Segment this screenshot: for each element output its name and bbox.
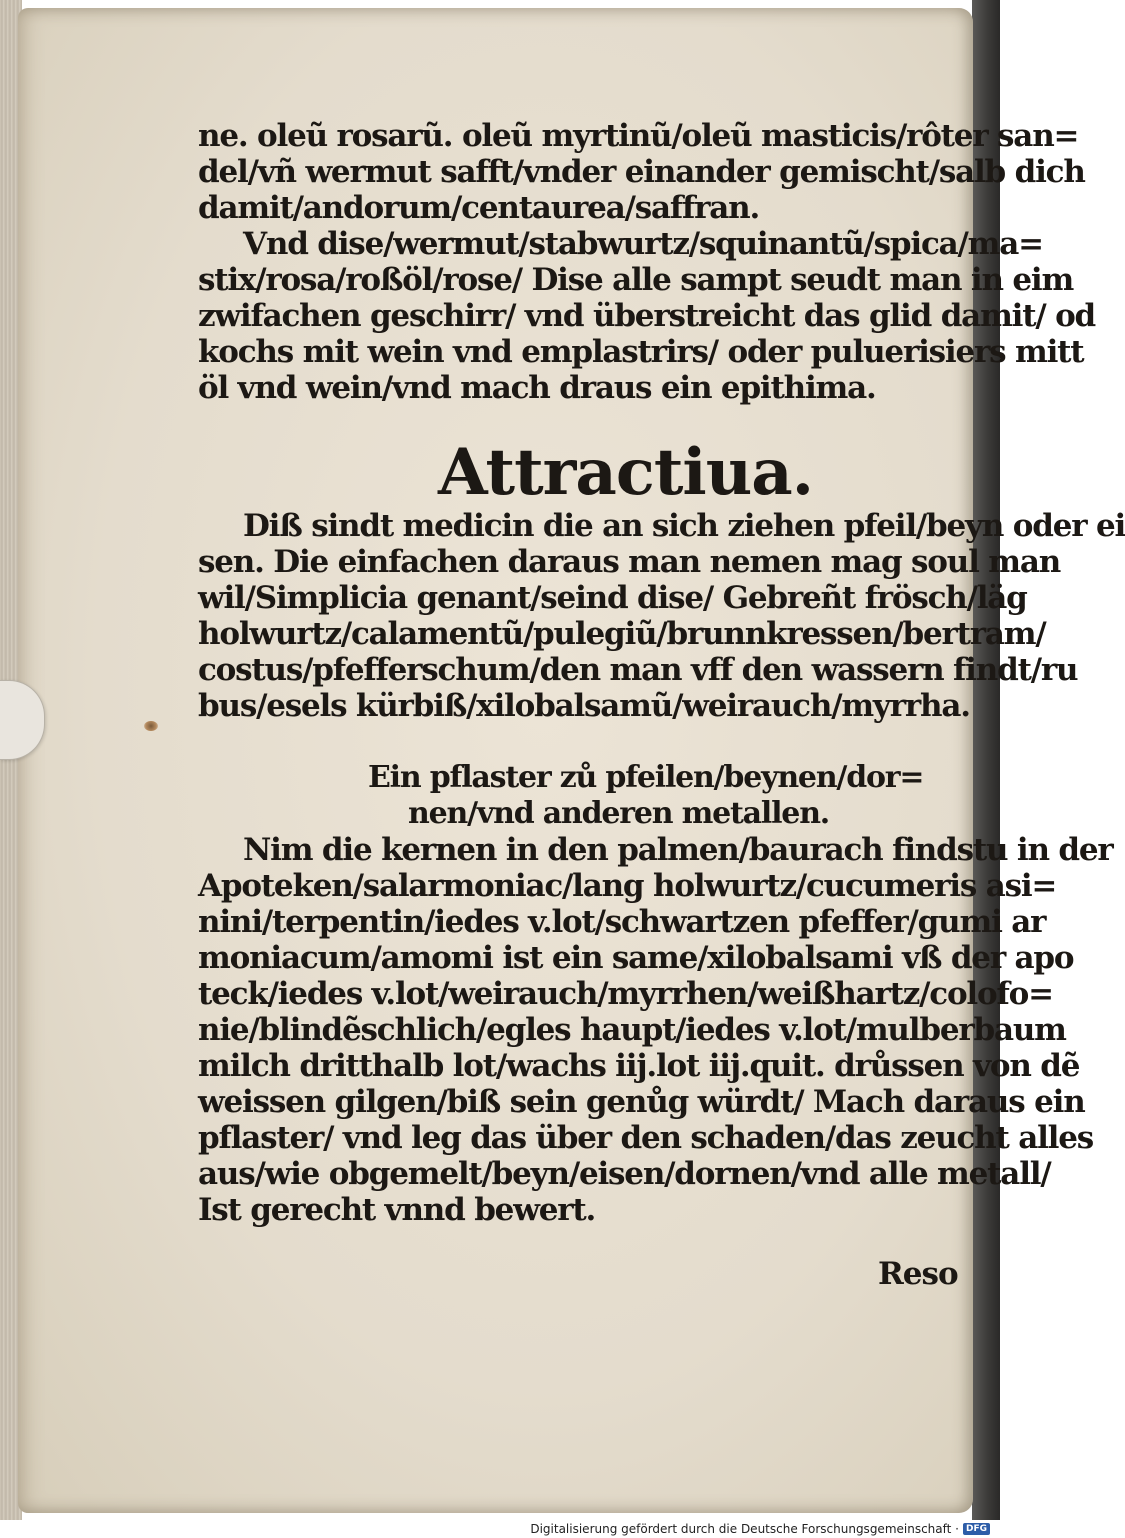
text-line: kochs mit wein vnd emplastrirs/ oder puluerisiers mitt xyxy=(198,334,1084,370)
subheading-line: Ein pflaster zů pfeilen/beynen/dor= xyxy=(368,760,924,795)
text-line: weissen gilgen/biß sein genůg würdt/ Mach daraus ein xyxy=(198,1084,1085,1120)
text-line: Ist gerecht vnnd bewert. xyxy=(198,1192,596,1228)
text-line: holwurtz/calamentũ/pulegiũ/brunnkressen/bertram/ xyxy=(198,616,1046,652)
stain-spot xyxy=(144,721,158,731)
text-line: milch dritthalb lot/wachs iij.lot iij.quit. drůssen von dẽ xyxy=(198,1048,1080,1084)
text-line: pflaster/ vnd leg das über den schaden/das zeucht alles xyxy=(198,1120,1094,1156)
text-line: moniacum/amomi ist ein same/xilobalsami vß der apo xyxy=(198,940,1074,976)
digitization-footer xyxy=(530,1522,990,1536)
text-line: teck/iedes v.lot/weirauch/myrrhen/weißhartz/colofo= xyxy=(198,976,1053,1012)
dfg-logo: DFG xyxy=(963,1523,990,1535)
text-line: stix/rosa/roßöl/rose/ Dise alle sampt seudt man in eim xyxy=(198,262,1074,298)
footer-credit: Digitalisierung gefördert durch die Deutsche Forschungsgemeinschaft · xyxy=(530,1522,959,1536)
text-line: ne. oleũ rosarũ. oleũ myrtinũ/oleũ masticis/rôter san= xyxy=(198,118,1079,154)
text-line: del/vñ wermut safft/vnder einander gemischt/salb dich xyxy=(198,154,1085,190)
text-line: nie/blindẽschlich/egles haupt/iedes v.lot/mulberbaum xyxy=(198,1012,1066,1048)
text-line: damit/andorum/centaurea/saffran. xyxy=(198,190,760,226)
text-line: aus/wie obgemelt/beyn/eisen/dornen/vnd alle metall/ xyxy=(198,1156,1051,1192)
text-line: Vnd dise/wermut/stabwurtz/squinantũ/spica/ma= xyxy=(243,226,1043,262)
text-line: Apoteken/salarmoniac/lang holwurtz/cucumeris asi= xyxy=(198,868,1057,904)
text-line: Nim die kernen in den palmen/baurach findstu in der xyxy=(243,832,1113,868)
text-line: öl vnd wein/vnd mach draus ein epithima. xyxy=(198,370,876,406)
text-line: nini/terpentin/iedes v.lot/schwartzen pfeffer/gumi ar xyxy=(198,904,1046,940)
book-page xyxy=(18,8,1125,1513)
text-line: sen. Die einfachen daraus man nemen mag soul man xyxy=(198,544,1061,580)
catchword: Reso xyxy=(878,1256,958,1292)
subheading-line: nen/vnd anderen metallen. xyxy=(408,796,830,831)
text-line: wil/Simplicia genant/seind dise/ Gebreñt frösch/läg xyxy=(198,580,1027,616)
text-line: zwifachen geschirr/ vnd überstreicht das glid damit/ od xyxy=(198,298,1096,334)
text-line: bus/esels kürbiß/xilobalsamũ/weirauch/myrrha. xyxy=(198,688,970,724)
section-heading: Attractiua. xyxy=(438,435,813,510)
text-line: costus/pfefferschum/den man vff den wassern findt/ru xyxy=(198,652,1078,688)
text-line: Diß sindt medicin die an sich ziehen pfeil/beyn oder ei xyxy=(243,508,1125,544)
